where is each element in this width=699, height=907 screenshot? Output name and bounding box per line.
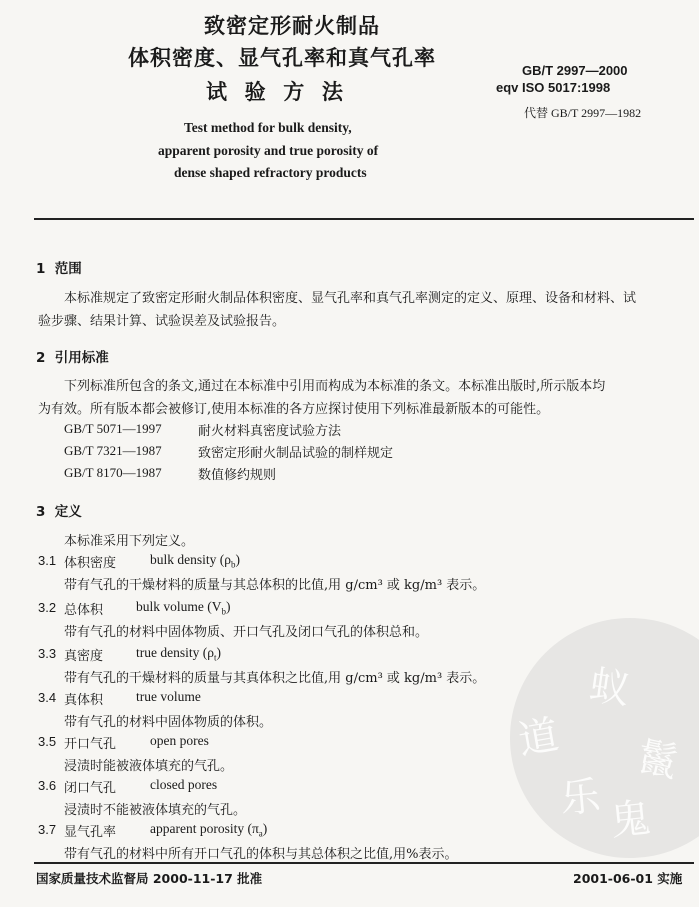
definition-number: 3.2 — [38, 600, 57, 615]
paragraph-line: 本标准采用下列定义。 — [64, 534, 195, 549]
reference-title: 耐火材料真密度试验方法 — [198, 424, 342, 439]
definition-number: 3.6 — [38, 778, 57, 793]
definition-desc: 带有气孔的材料中固体物质的体积。 — [64, 715, 273, 730]
title-en-line1: Test method for bulk density, — [184, 120, 352, 135]
stamp-char: 鬼 — [608, 795, 653, 845]
approval-text: 国家质量技术监督局 2000-11-17 批准 — [36, 871, 263, 886]
definition-desc: 浸渍时不能被液体填充的气孔。 — [64, 803, 247, 818]
definition-en: closed pores — [150, 777, 218, 792]
reference-title: 数值修约规则 — [198, 468, 277, 483]
paragraph-line: 本标准规定了致密定形耐火制品体积密度、显气孔率和真气孔率测定的定义、原理、设备和材料、试 — [64, 291, 637, 306]
watermark-stamp — [510, 618, 699, 858]
title-cn-line1: 致密定形耐火制品 — [204, 14, 380, 38]
reference-title: 致密定形耐火制品试验的制样规定 — [198, 446, 394, 461]
definition-en: bulk volume $(V_b)$ — [136, 599, 231, 617]
definition-en: true density $(\rho_t)$ — [136, 645, 221, 663]
paragraph-line: 下列标准所包含的条文,通过在本标准中引用而构成为本标准的条文。本标准出版时,所示版本均 — [64, 379, 606, 394]
title-en-line3: dense shaped refractory products — [174, 165, 367, 180]
definition-number: 3.3 — [38, 646, 57, 661]
definition-term: 总体积 — [64, 603, 104, 618]
title-cn-line3: 试 验 方 法 — [206, 80, 344, 104]
stamp-char: 道 — [514, 711, 563, 765]
definition-term: 显气孔率 — [64, 825, 117, 840]
definition-desc: 带有气孔的材料中固体物质、开口气孔及闭口气孔的体积总和。 — [64, 625, 429, 640]
definition-term: 真密度 — [64, 649, 104, 664]
definition-en: true volume — [136, 689, 201, 704]
definition-term: 体积密度 — [64, 556, 117, 571]
definition-number: 3.4 — [38, 690, 57, 705]
definition-desc: 带有气孔的干燥材料的质量与其总体积的比值,用 g/cm³ 或 kg/m³ 表示。 — [64, 578, 486, 593]
reference-code: GB/T 5071—1997 — [64, 421, 162, 436]
footer-rule — [34, 862, 694, 864]
definition-en: bulk density $(\rho_b)$ — [150, 552, 240, 570]
paragraph-line: 验步骤、结果计算、试验误差及试验报告。 — [38, 314, 286, 329]
definition-term: 开口气孔 — [64, 737, 117, 752]
definition-number: 3.5 — [38, 734, 57, 749]
standard-replaces: 代替 GB/T 2997—1982 — [524, 106, 642, 120]
standard-number: GB/T 2997—2000 — [522, 63, 628, 78]
header-rule — [34, 218, 694, 220]
definition-number: 3.1 — [38, 553, 57, 568]
stamp-char: 鬣 — [632, 733, 682, 787]
section-heading: 3 定义 — [36, 504, 82, 520]
section-heading: 1 范围 — [36, 261, 82, 277]
definition-en: apparent porosity $(\pi_a)$ — [150, 821, 268, 839]
definition-desc: 带有气孔的材料中所有开口气孔的体积与其总体积之比值,用%表示。 — [64, 847, 458, 862]
definition-number: 3.7 — [38, 822, 57, 837]
section-heading: 2 引用标准 — [36, 350, 109, 366]
definition-desc: 浸渍时能被液体填充的气孔。 — [64, 759, 234, 774]
definition-desc: 带有气孔的干燥材料的质量与其真体积之比值,用 g/cm³ 或 kg/m³ 表示。 — [64, 671, 486, 686]
stamp-char: 蚁 — [586, 662, 633, 714]
stamp-char: 乐 — [558, 773, 603, 823]
implementation-text: 2001-06-01 实施 — [573, 871, 683, 886]
reference-code: GB/T 8170—1987 — [64, 465, 162, 480]
reference-code: GB/T 7321—1987 — [64, 443, 162, 458]
title-cn-line2: 体积密度、显气孔率和真气孔率 — [128, 46, 436, 70]
definition-en: open pores — [150, 733, 209, 748]
definition-term: 闭口气孔 — [64, 781, 117, 796]
paragraph-line: 为有效。所有版本都会被修订,使用本标准的各方应探讨使用下列标准最新版本的可能性。 — [38, 402, 550, 417]
title-en-line2: apparent porosity and true porosity of — [158, 143, 379, 158]
definition-term: 真体积 — [64, 693, 104, 708]
standard-equivalent: eqv ISO 5017:1998 — [496, 80, 611, 95]
